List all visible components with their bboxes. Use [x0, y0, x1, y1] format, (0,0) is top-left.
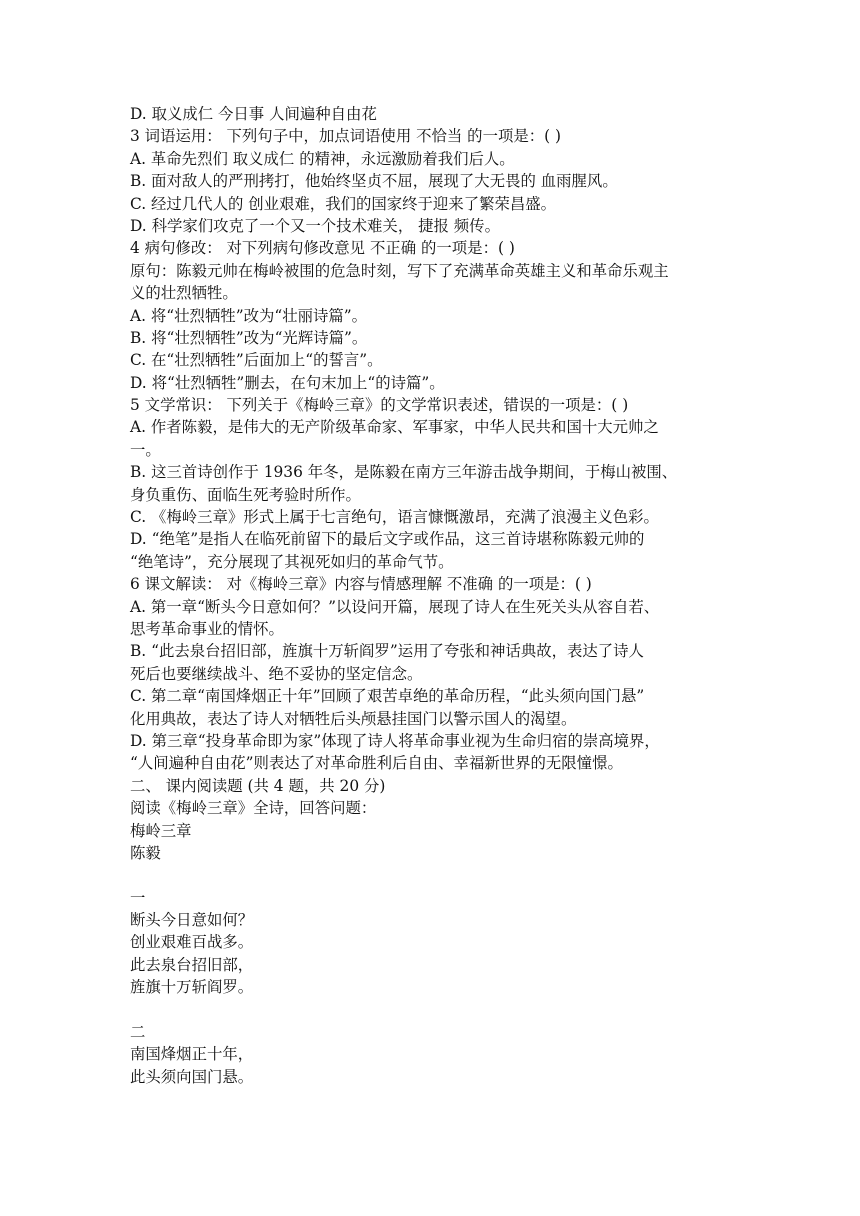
question-6-option-a: A. 第一章“断头今日意如何？”以设问开篇，展现了诗人在生死关头从容自若、: [130, 597, 660, 616]
question-6-option-a-cont: 思考革命事业的情怀。: [130, 619, 284, 638]
question-4-option-a: A. 将“壮烈牺牲”改为“壮丽诗篇”。: [130, 306, 368, 325]
question-5-option-b: B. 这三首诗创作于 1936 年冬，是陈毅在南方三年游击战争期间，于梅山被围、: [130, 463, 678, 482]
question-4-option-c: C. 在“壮烈牺牲”后面加上“的誓言”。: [130, 351, 383, 370]
poem-line: 旌旗十万斩阎罗。: [130, 978, 254, 997]
reading-instruction: 阅读《梅岭三章》全诗，回答问题：: [130, 799, 377, 818]
poem-line: 南国烽烟正十年，: [130, 1045, 254, 1064]
poem-author: 陈毅: [130, 843, 161, 862]
poem-section-2-heading: 二: [130, 1023, 146, 1042]
question-3-option-b: B. 面对敌人的严刑拷打，他始终坚贞不屈，展现了大无畏的 血雨腥风。: [130, 172, 618, 191]
question-5-option-c: C. 《梅岭三章》形式上属于七言绝句，语言慷慨激昂，充满了浪漫主义色彩。: [130, 508, 659, 527]
question-5-option-b-cont: 身负重伤、面临生死考验时所作。: [130, 485, 361, 504]
text-line: D. 取义成仁 今日事 人间遍种自由花: [130, 105, 377, 123]
question-5-option-d: D. “绝笔”是指人在临死前留下的最后文字或作品，这三首诗堪称陈毅元帅的: [130, 530, 645, 549]
question-6-stem: 6 课文解读： 对《梅岭三章》内容与情感理解 不准确 的一项是：( ): [130, 575, 592, 594]
poem-section-1-heading: 一: [130, 888, 146, 907]
blank-line: [130, 999, 740, 1021]
question-6-option-d-cont: “人间遍种自由花”则表达了对革命胜利后自由、幸福新世界的无限憧憬。: [130, 754, 623, 773]
poem-line: 断头今日意如何？: [130, 911, 254, 930]
question-4-stem: 4 病句修改： 对下列病句修改意见 不正确 的一项是：( ): [130, 239, 515, 258]
section-2-heading: 二、 课内阅读题 (共 4 题，共 20 分): [130, 776, 386, 795]
question-4-original-sentence: 原句：陈毅元帅在梅岭被围的危急时刻，写下了充满革命英雄主义和革命乐观主: [130, 261, 669, 280]
question-3-option-a: A. 革命先烈们 取义成仁 的精神，永远激励着我们后人。: [130, 149, 515, 168]
poem-line: 此去泉台招旧部，: [130, 955, 254, 974]
question-3-stem: 3 词语运用： 下列句子中，加点词语使用 不恰当 的一项是：( ): [130, 127, 562, 146]
poem-title: 梅岭三章: [130, 821, 192, 840]
question-5-option-a: A. 作者陈毅，是伟大的无产阶级革命家、军事家，中华人民共和国十大元帅之: [130, 418, 659, 437]
question-6-option-b-cont: 死后也要继续战斗、绝不妥协的坚定信念。: [130, 664, 423, 683]
poem-line: 创业艰难百战多。: [130, 933, 254, 952]
question-5-option-a-cont: 一。: [130, 440, 161, 459]
poem-line: 此头须向国门悬。: [130, 1067, 254, 1086]
blank-line: [130, 864, 740, 886]
question-3-option-c: C. 经过几代人的 创业艰难，我们的国家终于迎来了繁荣昌盛。: [130, 194, 557, 213]
document-body: [130, 103, 740, 1088]
question-6-option-d: D. 第三章“投身革命即为家”体现了诗人将革命事业视为生命归宿的崇高境界，: [130, 731, 660, 750]
question-4-option-b: B. 将“壮烈牺牲”改为“光辉诗篇”。: [130, 328, 368, 347]
question-6-option-c: C. 第二章“南国烽烟正十年”回顾了艰苦卓绝的革命历程，“此头须向国门悬”: [130, 687, 645, 706]
question-3-option-d: D. 科学家们攻克了一个又一个技术难关， 捷报 频传。: [130, 216, 500, 235]
question-5-stem: 5 文学常识： 下列关于《梅岭三章》的文学常识表述，错误的一项是：( ): [130, 396, 629, 415]
question-4-original-sentence-cont: 义的壮烈牺牲。: [130, 284, 238, 303]
question-6-option-c-cont: 化用典故，表达了诗人对牺牲后头颅悬挂国门以警示国人的渴望。: [130, 709, 577, 728]
question-6-option-b: B. “此去泉台招旧部，旌旗十万斩阎罗”运用了夸张和神话典故，表达了诗人: [130, 642, 644, 661]
question-4-option-d: D. 将“壮烈牺牲”删去，在句末加上“的诗篇”。: [130, 373, 445, 392]
question-5-option-d-cont: “绝笔诗”，充分展现了其视死如归的革命气节。: [130, 552, 454, 571]
